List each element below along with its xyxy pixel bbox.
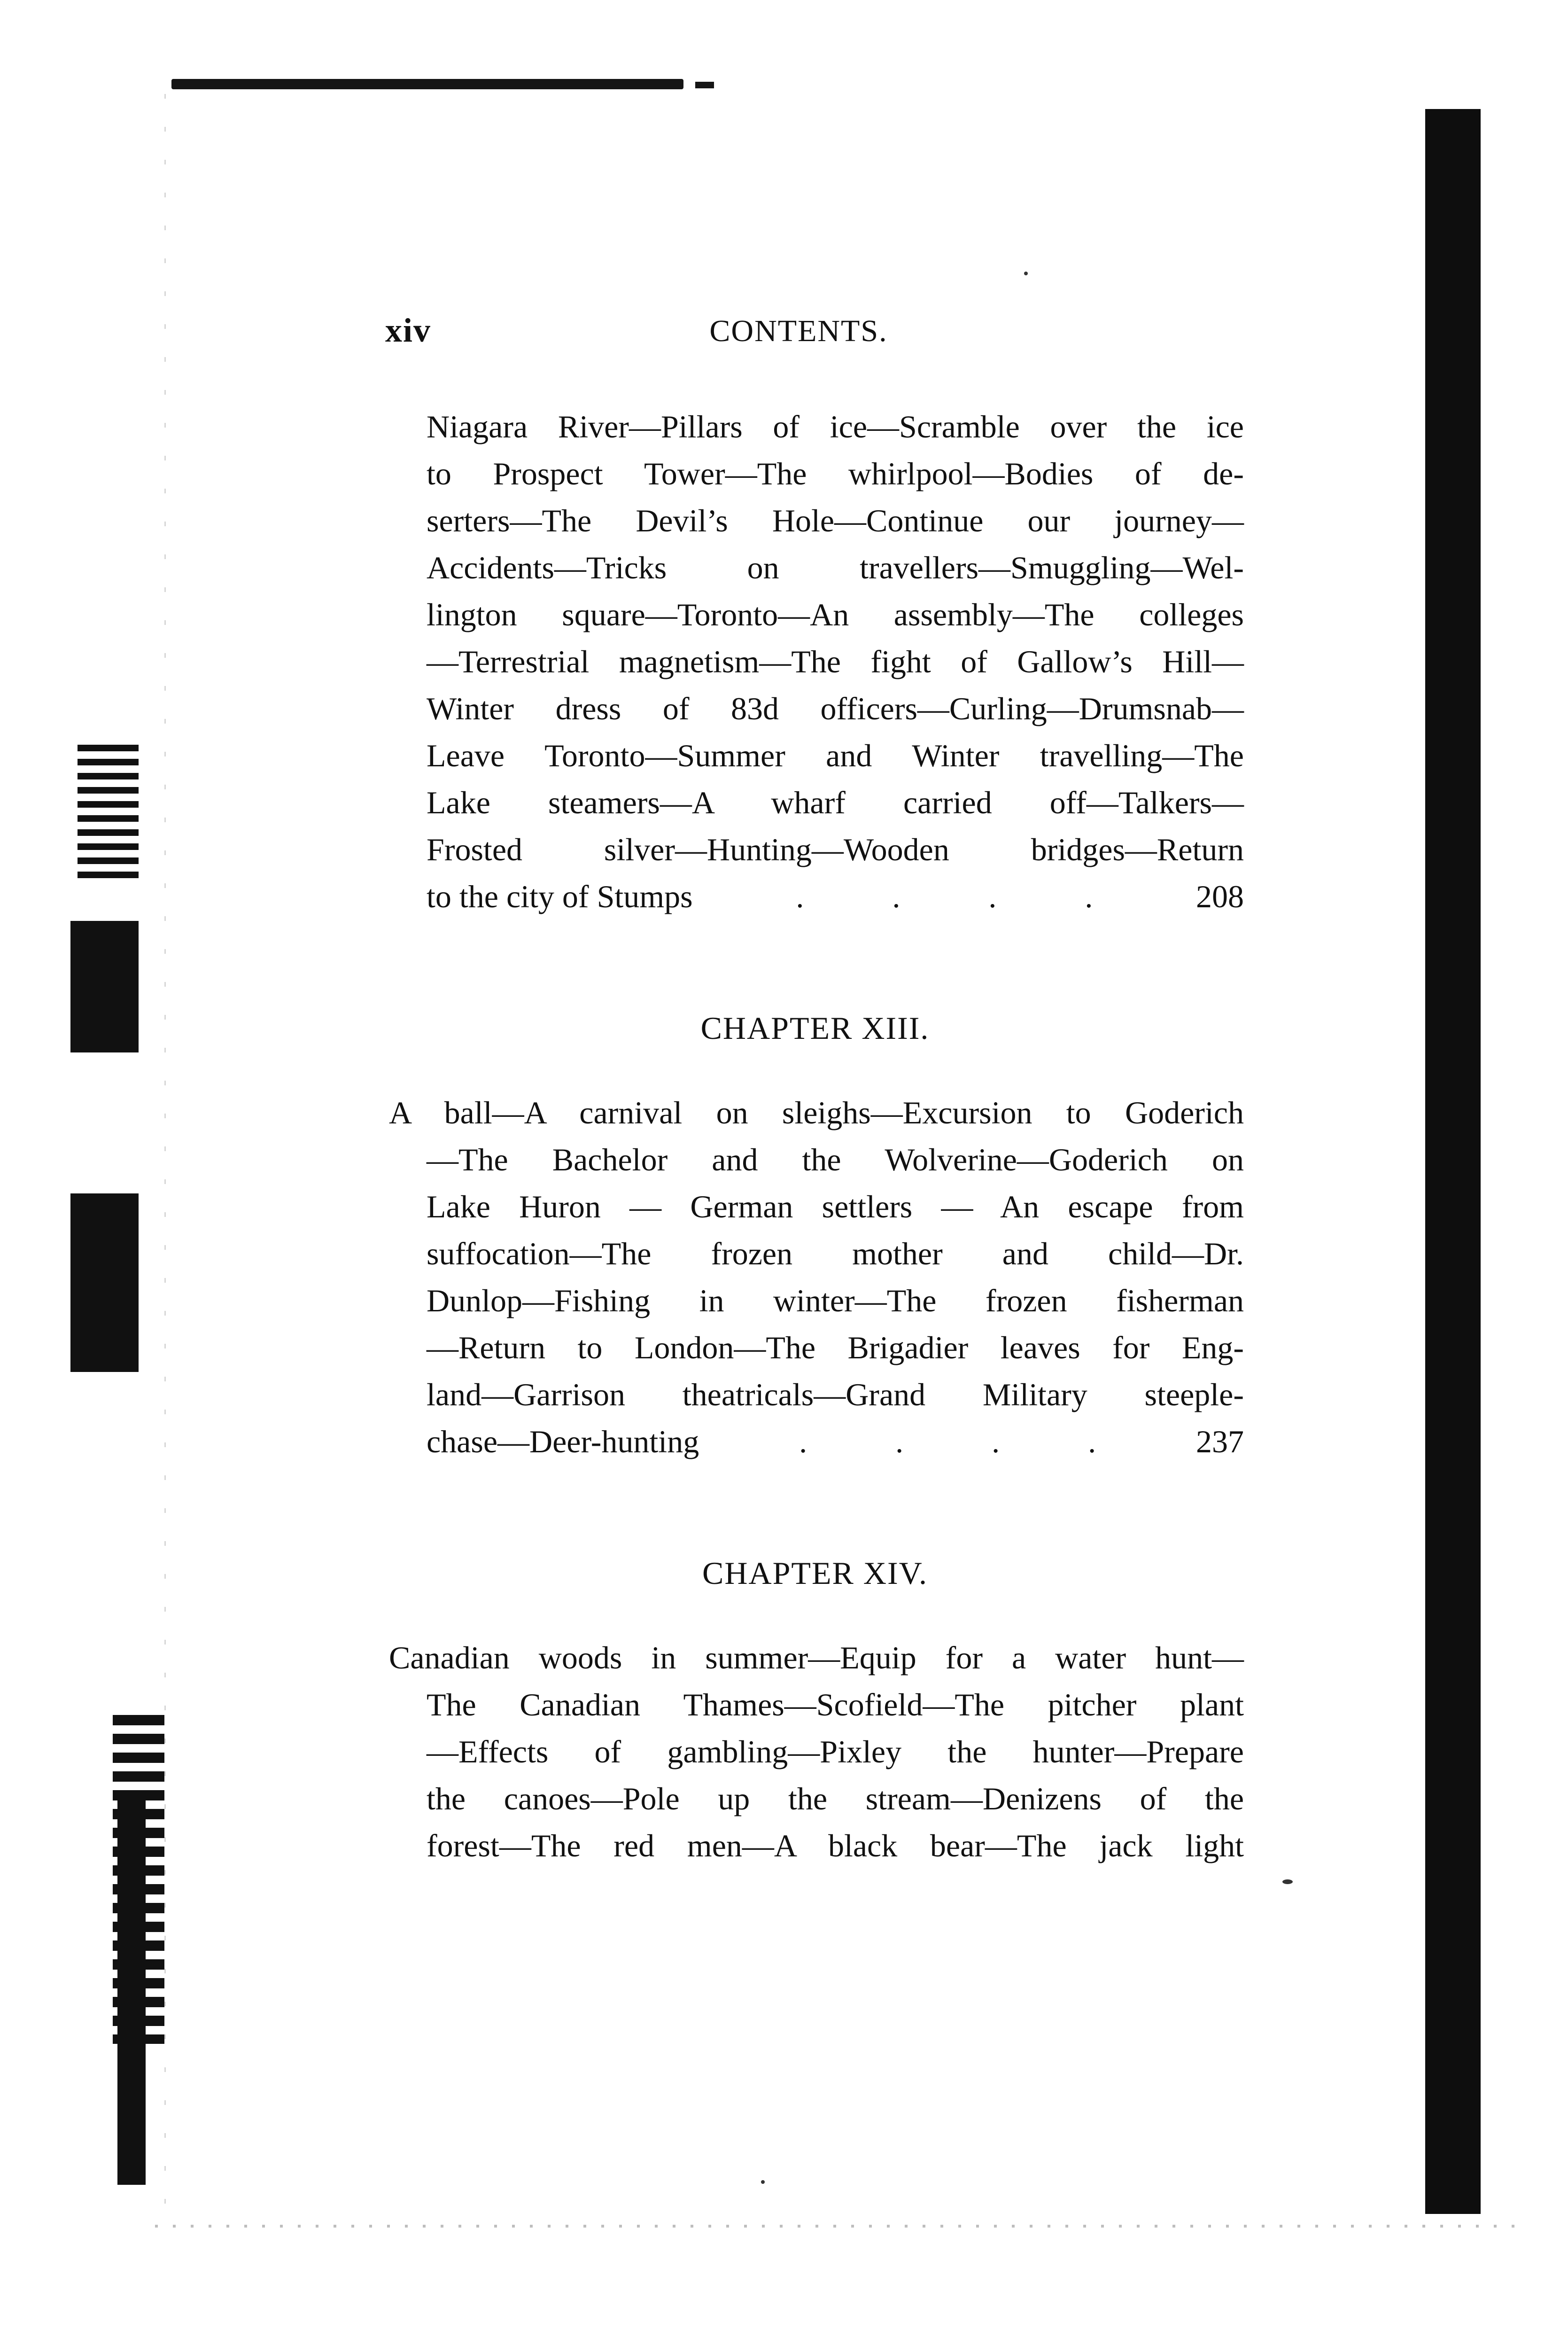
entry-line: —Terrestrial magnetism—The fight of Gallow’s Hill— xyxy=(427,644,1244,679)
leader-dot: . xyxy=(988,879,997,914)
entry-line: forest—The red men—A black bear—The jack light xyxy=(427,1828,1244,1863)
entry-line: the canoes—Pole up the stream—Denizens of the xyxy=(427,1781,1244,1816)
entry-line: A ball—A carnival on sleighs—Excursion to Goderich xyxy=(389,1095,1244,1130)
scan-speck xyxy=(761,2180,765,2184)
entry-line: serters—The Devil’s Hole—Continue our journey— xyxy=(427,503,1244,538)
entry-line: chase—Deer-hunting xyxy=(427,1424,699,1459)
scan-speck xyxy=(1024,272,1028,275)
scan-binding-stripes-1 xyxy=(78,745,139,881)
entry-line: The Canadian Thames—Scofield—The pitcher plant xyxy=(427,1687,1244,1722)
scan-edge-artifact-top xyxy=(171,79,683,89)
scan-edge-artifact-top-2 xyxy=(629,81,680,88)
entry-line: land—Garrison theatricals—Grand Military steeple- xyxy=(427,1377,1244,1412)
entry-line: Dunlop—Fishing in winter—The frozen fisherman xyxy=(427,1283,1244,1318)
entry-line: to the city of Stumps xyxy=(427,879,693,914)
scan-page-edge-bottom xyxy=(155,2225,1517,2228)
scan-edge-artifact-right xyxy=(1425,109,1481,2214)
entry-line: —Return to London—The Brigadier leaves for Eng- xyxy=(427,1330,1244,1365)
chapter-heading: CHAPTER XIII. xyxy=(700,1010,930,1046)
chapter-heading: CHAPTER XIV. xyxy=(702,1555,928,1591)
leader-dot: . xyxy=(992,1424,1000,1459)
entry-last-line xyxy=(427,873,1244,920)
leader-dots xyxy=(752,873,1137,920)
entry-line: Winter dress of 83d officers—Curling—Drumsnab— xyxy=(427,691,1244,726)
page-reference: 208 xyxy=(1196,879,1244,914)
leader-dot: . xyxy=(892,879,900,914)
leader-dot: . xyxy=(799,1424,807,1459)
scan-page-edge-left xyxy=(164,94,166,2208)
entry-line: Accidents—Tricks on travellers—Smuggling—Wel- xyxy=(427,550,1244,585)
leader-dot: . xyxy=(1085,879,1093,914)
scan-binding-block-2 xyxy=(70,1193,139,1372)
entry-line: suffocation—The frozen mother and child—Dr. xyxy=(427,1236,1244,1271)
entry-line: to Prospect Tower—The whirlpool—Bodies of de- xyxy=(427,456,1244,491)
scan-binding-block-3 xyxy=(117,1800,146,2185)
leader-dot: . xyxy=(1088,1424,1096,1459)
entry-line: Frosted silver—Hunting—Wooden bridges—Return xyxy=(427,832,1244,867)
leader-dot: . xyxy=(796,879,804,914)
entry-line: Leave Toronto—Summer and Winter travelling—The xyxy=(427,738,1244,773)
entry-line: —The Bachelor and the Wolverine—Goderich on xyxy=(427,1142,1244,1177)
entry-line: Niagara River—Pillars of ice—Scramble over the ice xyxy=(427,409,1244,444)
leader-dot: . xyxy=(895,1424,904,1459)
entry-line: lington square—Toronto—An assembly—The colleges xyxy=(427,597,1244,632)
page-reference: 237 xyxy=(1195,1424,1244,1459)
scan-speck xyxy=(1282,1879,1293,1884)
leader-dots xyxy=(755,1418,1140,1465)
entry-line: Lake Huron — German settlers — An escape from xyxy=(427,1189,1244,1224)
page-number: xiv xyxy=(385,312,432,349)
entry-last-line xyxy=(427,1418,1244,1465)
entry-line: Lake steamers—A wharf carried off—Talkers— xyxy=(427,785,1244,820)
running-title: CONTENTS. xyxy=(709,314,888,348)
scan-edge-artifact-top-dash xyxy=(695,82,714,88)
entry-line: —Effects of gambling—Pixley the hunter—Prepare xyxy=(427,1734,1244,1769)
scan-binding-block-1 xyxy=(70,921,139,1052)
entry-line: Canadian woods in summer—Equip for a water hunt— xyxy=(389,1640,1244,1675)
